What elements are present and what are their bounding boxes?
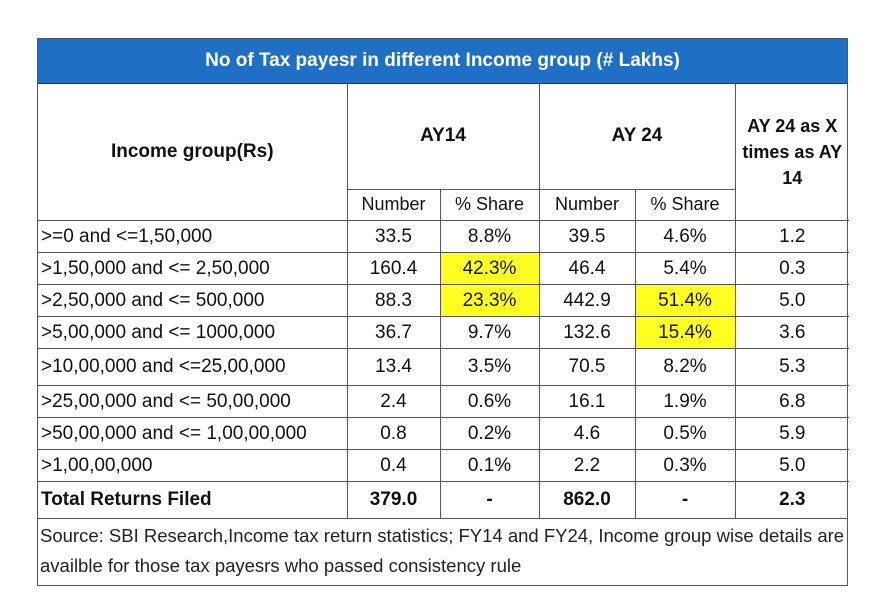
ay14-number-cell: 0.4 — [347, 450, 440, 482]
ay14-number-cell: 0.8 — [347, 418, 440, 450]
income-group-table — [38, 84, 849, 518]
table-row — [38, 285, 849, 317]
ay24-number-cell: 70.5 — [539, 349, 635, 386]
ay24-share-cell: 0.5% — [635, 418, 735, 450]
row-label: >1,00,00,000 — [38, 450, 347, 482]
ay14-share-cell: 0.1% — [440, 450, 539, 482]
total-ay14-share: - — [440, 482, 539, 519]
total-ay24-share: - — [635, 482, 735, 519]
ay24-share-cell-highlighted: 15.4% — [635, 317, 735, 349]
tax-table-card — [37, 38, 848, 586]
ay14-number-cell: 160.4 — [347, 253, 440, 285]
ay24-share-cell: 1.9% — [635, 386, 735, 418]
ay14-share-cell: 9.7% — [440, 317, 539, 349]
ay14-share-cell-highlighted: 42.3% — [440, 253, 539, 285]
ay24-number-cell: 39.5 — [539, 221, 635, 253]
ay24-number-cell: 46.4 — [539, 253, 635, 285]
ay24-number-cell: 442.9 — [539, 285, 635, 317]
ratio-cell: 5.0 — [735, 285, 849, 317]
header-income-group: Income group(Rs) — [38, 84, 347, 221]
ay24-share-cell-highlighted: 51.4% — [635, 285, 735, 317]
row-label: >1,50,000 and <= 2,50,000 — [38, 253, 347, 285]
row-label: >50,00,000 and <= 1,00,00,000 — [38, 418, 347, 450]
ay14-share-cell: 0.6% — [440, 386, 539, 418]
ratio-cell: 5.9 — [735, 418, 849, 450]
table-title: No of Tax payesr in different Income group (# Lakhs) — [38, 39, 847, 84]
subheader-ay24-share: % Share — [635, 189, 735, 220]
ay14-share-cell: 0.2% — [440, 418, 539, 450]
source-note: Source: SBI Research,Income tax return statistics; FY14 and FY24, Income group wise details are availble for those tax payesrs who passed consistency rule — [38, 518, 847, 585]
header-ay24: AY 24 — [539, 84, 735, 189]
ay14-number-cell: 88.3 — [347, 285, 440, 317]
ay24-number-cell: 4.6 — [539, 418, 635, 450]
table-row — [38, 418, 849, 450]
table-row — [38, 450, 849, 482]
total-ay14-number: 379.0 — [347, 482, 440, 519]
ratio-cell: 3.6 — [735, 317, 849, 349]
ay24-share-cell: 8.2% — [635, 349, 735, 386]
row-label: >=0 and <=1,50,000 — [38, 221, 347, 253]
subheader-ay14-number: Number — [347, 189, 440, 220]
subheader-ay24-number: Number — [539, 189, 635, 220]
row-label: >10,00,000 and <=25,00,000 — [38, 349, 347, 386]
table-row — [38, 386, 849, 418]
table-row — [38, 253, 849, 285]
table-row — [38, 349, 849, 386]
table-row — [38, 317, 849, 349]
header-ay14: AY14 — [347, 84, 539, 189]
ay14-share-cell-highlighted: 23.3% — [440, 285, 539, 317]
ay14-share-cell: 3.5% — [440, 349, 539, 386]
ay14-number-cell: 2.4 — [347, 386, 440, 418]
header-ratio: AY 24 as X times as AY 14 — [735, 84, 849, 221]
ay14-number-cell: 13.4 — [347, 349, 440, 386]
ay24-number-cell: 132.6 — [539, 317, 635, 349]
ay24-number-cell: 2.2 — [539, 450, 635, 482]
total-ay24-number: 862.0 — [539, 482, 635, 519]
ratio-cell: 0.3 — [735, 253, 849, 285]
row-label: >5,00,000 and <= 1000,000 — [38, 317, 347, 349]
total-ratio: 2.3 — [735, 482, 849, 519]
row-label: >25,00,000 and <= 50,00,000 — [38, 386, 347, 418]
ay24-share-cell: 0.3% — [635, 450, 735, 482]
ratio-cell: 5.0 — [735, 450, 849, 482]
table-row — [38, 221, 849, 253]
ay24-share-cell: 5.4% — [635, 253, 735, 285]
ay14-number-cell: 36.7 — [347, 317, 440, 349]
total-row — [38, 482, 849, 519]
ay24-number-cell: 16.1 — [539, 386, 635, 418]
ratio-cell: 6.8 — [735, 386, 849, 418]
ay24-share-cell: 4.6% — [635, 221, 735, 253]
row-label: >2,50,000 and <= 500,000 — [38, 285, 347, 317]
ay14-share-cell: 8.8% — [440, 221, 539, 253]
total-label: Total Returns Filed — [38, 482, 347, 519]
subheader-ay14-share: % Share — [440, 189, 539, 220]
ay14-number-cell: 33.5 — [347, 221, 440, 253]
ratio-cell: 1.2 — [735, 221, 849, 253]
ratio-cell: 5.3 — [735, 349, 849, 386]
